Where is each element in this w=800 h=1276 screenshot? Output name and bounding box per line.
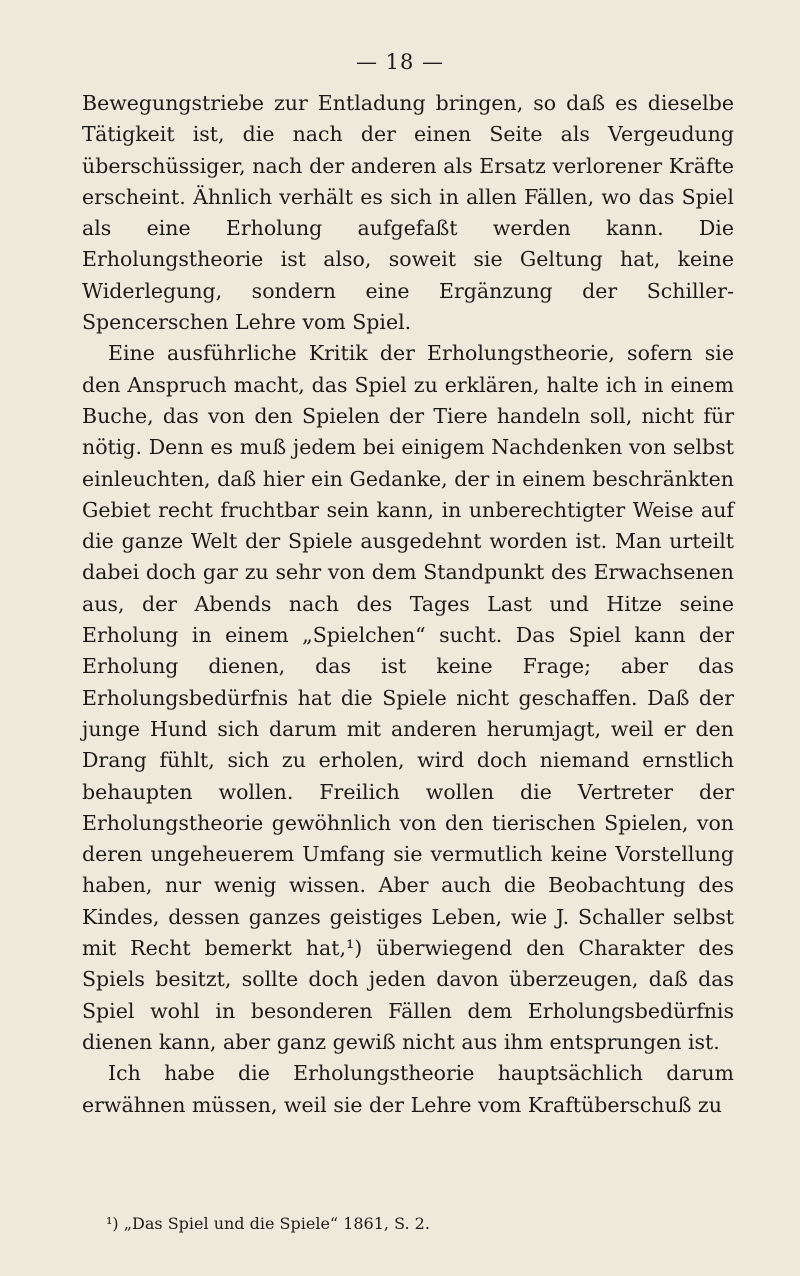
paragraph-3: Ich habe die Erholungstheorie hauptsächlich darum erwähnen müssen, weil sie der Lehre vom Kraftüberschuß zu <box>82 1061 734 1117</box>
paragraph-2: Eine ausführliche Kritik der Erholungstheorie, sofern sie den Anspruch macht, das Spiel zu erklären, halte ich in einem Buche, das von den Spielen der Tiere handeln soll, nicht für nötig. Denn es muß jedem bei einigem Nachdenken von selbst einleuchten, daß hier ein Gedanke, der in einem beschränkten Gebiet recht fruchtbar sein kann, in unberechtigter Weise auf die ganze Welt der Spiele ausgedehnt worden ist. Man urteilt dabei doch gar zu sehr von dem Standpunkt des Erwachsenen aus, der Abends nach des Tages Last und Hitze seine Erholung in einem „Spielchen“ sucht. Das Spiel kann der Erholung dienen, das ist keine Frage; aber das Erholungsbedürfnis hat die Spiele nicht geschaffen. Daß der junge Hund sich darum mit anderen herumjagt, weil er den Drang fühlt, sich zu erholen, wird doch niemand ernstlich behaupten wollen. Freilich wollen die Vertreter der Erholungstheorie gewöhnlich von den tierischen Spielen, von deren ungeheuerem Umfang sie vermutlich keine Vorstellung haben, nur wenig wissen. Aber auch die Beobachtung des Kindes, dessen ganzes geistiges Leben, wie J. Schaller selbst mit Recht bemerkt hat,¹) überwiegend den Charakter des Spiels besitzt, sollte doch jeden davon überzeugen, daß das Spiel wohl in besonderen Fällen dem Erholungsbedürfnis dienen kann, aber ganz gewiß nicht aus ihm entsprungen ist. <box>82 341 734 1054</box>
footnote: ¹) „Das Spiel und die Spiele“ 1861, S. 2. <box>106 1214 430 1233</box>
body-text <box>82 88 734 1121</box>
page-number: — 18 — <box>355 50 445 74</box>
paragraph-1: Bewegungstriebe zur Entladung bringen, so daß es dieselbe Tätigkeit ist, die nach der einen Seite als Vergeudung überschüssiger, nach der anderen als Ersatz verlorener Kräfte erscheint. Ähnlich verhält es sich in allen Fällen, wo das Spiel als eine Erholung aufgefaßt werden kann. Die Erholungstheorie ist also, soweit sie Geltung hat, keine Widerlegung, sondern eine Ergänzung der Schiller-Spencerschen Lehre vom Spiel. <box>82 91 734 335</box>
